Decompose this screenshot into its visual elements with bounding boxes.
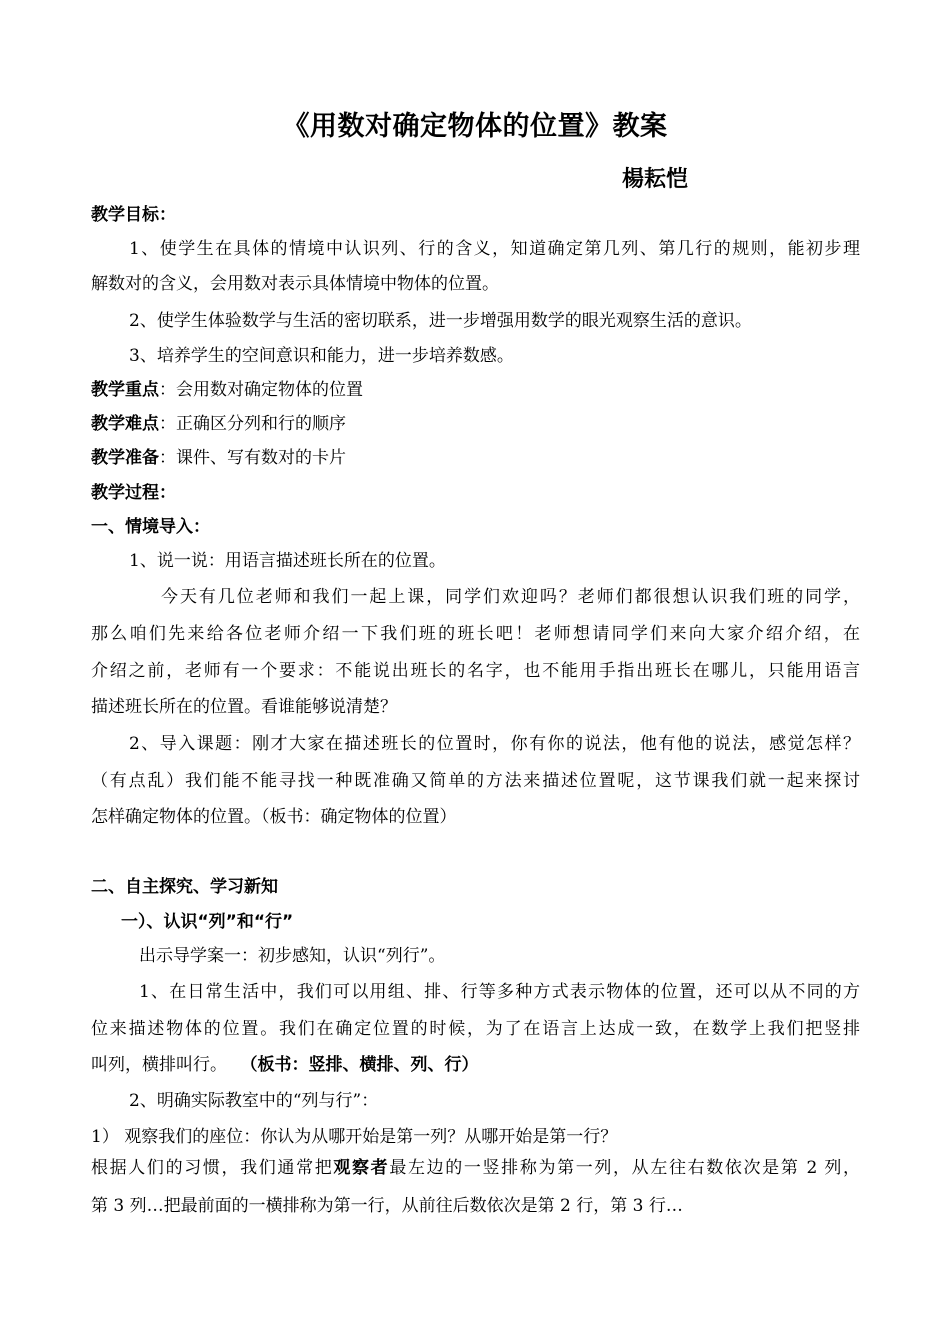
difficulty-text: ：正确区分列和行的顺序 bbox=[159, 414, 346, 434]
section-2-para-line-1: 1、在日常生活中，我们可以用组、排、行等多种方式表示物体的位置，还可以从不同的方 bbox=[139, 982, 860, 1002]
section-2-question-1: 1） 观察我们的座位：你认为从哪开始是第一列？从哪开始是第一行？ bbox=[91, 1127, 618, 1147]
section-1-step-2-line-1: 2、导入课题：刚才大家在描述班长的位置时，你有你的说法，他有他的说法，感觉怎样？ bbox=[129, 734, 860, 754]
goal-1-line-1: 1、使学生在具体的情境中认识列、行的含义，知道确定第几列、第几行的规则，能初步理 bbox=[129, 239, 860, 259]
section-2-guide: 出示导学案一：初步感知，认识“列行”。 bbox=[139, 946, 446, 966]
section-1-para-line-1: 今天有几位老师和我们一起上课，同学们欢迎吗？老师们都很想认识我们班的同学， bbox=[161, 587, 860, 607]
author-name: 楊耘恺 bbox=[622, 167, 689, 192]
goals-heading: 教学目标： bbox=[91, 205, 176, 225]
preparation bbox=[91, 447, 346, 469]
section-2-para-line-2: 位来描述物体的位置。我们在确定位置的时候，为了在语言上达成一致，在数学上我们把竖排 bbox=[91, 1019, 860, 1039]
preparation-label: 教学准备 bbox=[91, 448, 159, 468]
section-2-step-2: 2、明确实际教室中的“列与行”： bbox=[129, 1091, 379, 1111]
section-2-subheading: 一）、认识“列”和“行” bbox=[121, 912, 294, 932]
key-point-text: ：会用数对确定物体的位置 bbox=[159, 380, 363, 400]
difficulty bbox=[91, 413, 346, 435]
explain-pre: 根据人们的习惯，我们通常把 bbox=[91, 1158, 334, 1178]
section-1-heading: 一、情境导入： bbox=[91, 517, 210, 537]
section-1-para-line-3: 介绍之前，老师有一个要求：不能说出班长的名字，也不能用手指出班长在哪儿，只能用语言 bbox=[91, 661, 860, 681]
process-heading: 教学过程： bbox=[91, 483, 176, 503]
section-1-step-2-line-3: 怎样确定物体的位置。（板书：确定物体的位置） bbox=[91, 807, 457, 827]
section-2-para-text: 叫列，横排叫行。 bbox=[91, 1055, 227, 1075]
section-1-step-1: 1、说一说：用语言描述班长所在的位置。 bbox=[129, 551, 446, 571]
goal-1-line-2: 解数对的含义，会用数对表示具体情境中物体的位置。 bbox=[91, 274, 499, 294]
key-point-label: 教学重点 bbox=[91, 380, 159, 400]
section-2-explain-line-1 bbox=[91, 1157, 860, 1179]
goal-3: 3、培养学生的空间意识和能力，进一步培养数感。 bbox=[129, 346, 514, 366]
preparation-text: ：课件、写有数对的卡片 bbox=[159, 448, 346, 468]
goal-2: 2、使学生体验数学与生活的密切联系，进一步增强用数学的眼光观察生活的意识。 bbox=[129, 311, 752, 331]
section-1-para-line-2: 那么咱们先来给各位老师介绍一下我们班的班长吧！老师想请同学们来向大家介绍介绍，在 bbox=[91, 624, 860, 644]
section-2-explain-line-2: 第 3 列…把最前面的一横排称为第一行，从前往后数依次是第 2 行，第 3 行… bbox=[91, 1196, 683, 1216]
key-point bbox=[91, 379, 363, 401]
section-1-para-line-4: 描述班长所在的位置。看谁能够说清楚？ bbox=[91, 697, 397, 717]
section-2-para-line-3 bbox=[91, 1054, 479, 1076]
section-2-heading: 二、自主探究、学习新知 bbox=[91, 877, 278, 897]
page-title: 《用数对确定物体的位置》教案 bbox=[282, 111, 668, 142]
section-1-step-2-line-2: （有点乱）我们能不能寻找一种既准确又简单的方法来描述位置呢，这节课我们就一起来探讨 bbox=[91, 771, 860, 791]
difficulty-label: 教学难点 bbox=[91, 414, 159, 434]
explain-bold: 观察者 bbox=[333, 1158, 390, 1178]
explain-post: 最左边的一竖排称为第一列，从左往右数依次是第 2 列， bbox=[389, 1158, 861, 1178]
board-note: （板书：竖排、横排、列、行） bbox=[249, 1055, 479, 1075]
